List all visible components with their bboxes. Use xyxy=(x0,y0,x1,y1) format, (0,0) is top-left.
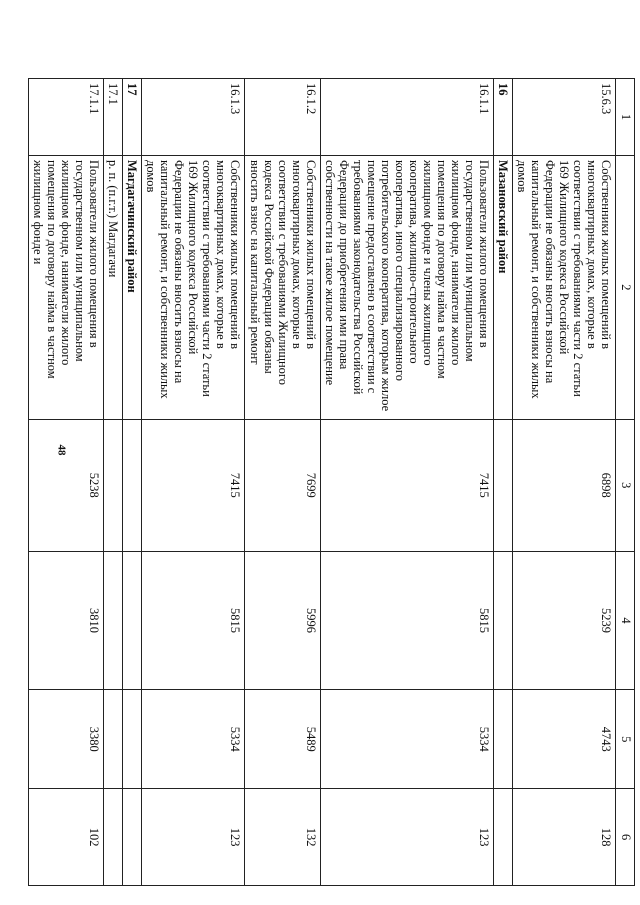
value-col-4: 5996 xyxy=(245,551,321,690)
table-row xyxy=(29,79,104,886)
table-row xyxy=(321,79,494,886)
table-row xyxy=(142,79,245,886)
section-title: Мазановский район xyxy=(494,155,513,419)
value-col-6: 123 xyxy=(142,789,245,886)
row-code: 16 xyxy=(494,79,513,156)
value-col-3: 5238 xyxy=(29,419,104,551)
value-col-5: 4743 xyxy=(513,690,616,789)
value-col-4: 5239 xyxy=(513,551,616,690)
tariff-table xyxy=(28,78,635,886)
value-col-5: 3380 xyxy=(29,690,104,789)
row-code: 16.1.3 xyxy=(142,79,245,156)
table-header-row xyxy=(616,79,635,886)
row-description: Пользователи жилого помещения в государственном или муниципальном жилищном фонде, наниматели жилого помещения по договору найма в частном жилищном фонде и xyxy=(29,155,104,419)
value-col-4: 3810 xyxy=(29,551,104,690)
value-col-3: 7415 xyxy=(321,419,494,551)
value-col-5: 5334 xyxy=(142,690,245,789)
header-cell: 4 xyxy=(616,551,635,690)
table-row xyxy=(245,79,321,886)
row-code: 17.1 xyxy=(104,79,123,156)
row-description: Пользователи жилого помещения в государственном или муниципальном жилищном фонде, наниматели жилого помещения по договору найма в частном жилищном фонде и члены жилищного кооператива, жилищно-строительного кооператива, иного специализированного потребительского кооператива, которым жилое помещение предоставлено в соответствии с требованиями законодательства Российской Федерации до приобретения ими права собственности на такое жилое помещение xyxy=(321,155,494,419)
value-col-6: 123 xyxy=(321,789,494,886)
table-row xyxy=(513,79,616,886)
value-col-5: 5334 xyxy=(321,690,494,789)
value-col-4: 5815 xyxy=(142,551,245,690)
value-col-3: 6898 xyxy=(513,419,616,551)
row-code: 16.1.1 xyxy=(321,79,494,156)
table-row-section xyxy=(494,79,513,886)
value-col-3: 7699 xyxy=(245,419,321,551)
header-cell: 2 xyxy=(616,155,635,419)
value-col-3: 7415 xyxy=(142,419,245,551)
value-col-5: 5489 xyxy=(245,690,321,789)
row-code: 16.1.2 xyxy=(245,79,321,156)
row-description: Собственники жилых помещений в многоквартирных домах, которые в соответствии с требованиями части 2 статьи 169 Жилищного кодекса Российской Федерации не обязаны вносить взносы на капитальный ремонт, и собственники жилых домов xyxy=(142,155,245,419)
row-description: Собственники жилых помещений в многоквартирных домах, которые в соответствии с требованиями Жилищного кодекса Российской Федерации обязаны вносить взнос на капитальный ремонт xyxy=(245,155,321,419)
section-title: Магдагачинский район xyxy=(123,155,142,419)
table-row-subsection xyxy=(104,79,123,886)
header-cell: 3 xyxy=(616,419,635,551)
header-cell: 6 xyxy=(616,789,635,886)
value-col-6: 128 xyxy=(513,789,616,886)
header-cell: 5 xyxy=(616,690,635,789)
rotated-table-container xyxy=(31,78,635,886)
row-description: Собственники жилых помещений в многоквартирных домах, которые в соответствии с требованиями части 2 статьи 169 Жилищного кодекса Российской Федерации не обязаны вносить взносы на капитальный ремонт, и собственники жилых домов xyxy=(513,155,616,419)
row-code: 17.1.1 xyxy=(29,79,104,156)
row-code: 17 xyxy=(123,79,142,156)
value-col-6: 132 xyxy=(245,789,321,886)
header-cell: 1 xyxy=(616,79,635,156)
value-col-4: 5815 xyxy=(321,551,494,690)
row-code: 15.6.3 xyxy=(513,79,616,156)
subsection-title: р. п. (п.г.т.) Магдагачи xyxy=(104,155,123,419)
table-row-section xyxy=(123,79,142,886)
page-number: 48 xyxy=(55,444,68,456)
value-col-6: 102 xyxy=(29,789,104,886)
